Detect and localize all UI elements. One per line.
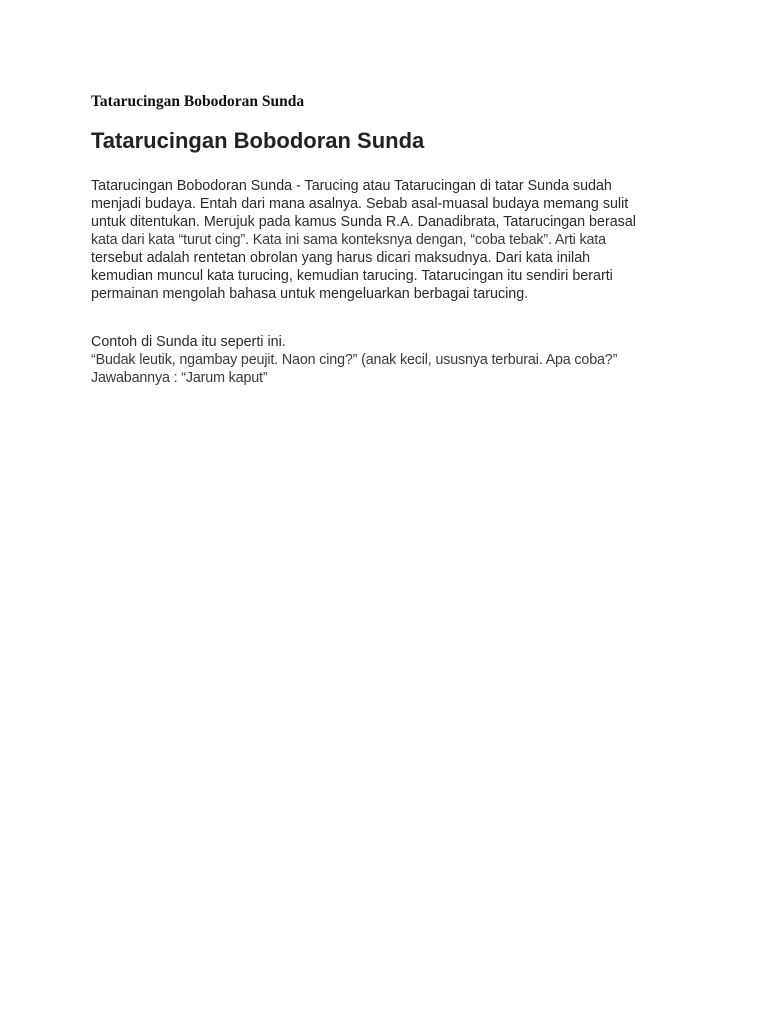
paragraph-line: untuk ditentukan. Merujuk pada kamus Sunda R.A. Danadibrata, Tatarucingan berasal	[91, 214, 636, 230]
answer-line: Jawabannya : “Jarum kaput”	[91, 370, 268, 386]
paragraph-line: Tatarucingan Bobodoran Sunda - Tarucing atau Tatarucingan di tatar Sunda sudah	[91, 178, 612, 194]
paragraph-line: kemudian muncul kata turucing, kemudian tarucing. Tatarucingan itu sendiri berarti	[91, 268, 613, 284]
document-title: Tatarucingan Bobodoran Sunda	[91, 93, 305, 110]
paragraph-line: menjadi budaya. Entah dari mana asalnya. Sebab asal-muasal budaya memang sulit	[91, 196, 629, 212]
example-paragraph	[91, 333, 617, 387]
riddle-line: “Budak leutik, ngambay peujit. Naon cing?” (anak kecil, ususnya terburai. Apa coba?”	[91, 352, 618, 368]
document-heading: Tatarucingan Bobodoran Sunda	[91, 128, 425, 153]
paragraph-line: kata dari kata “turut cing”. Kata ini sama konteksnya dengan, “coba tebak”. Arti kata	[91, 232, 606, 248]
paragraph-line: permainan mengolah bahasa untuk mengeluarkan berbagai tarucing.	[91, 286, 529, 302]
paragraph-line: tersebut adalah rentetan obrolan yang harus dicari maksudnya. Dari kata inilah	[91, 250, 591, 266]
example-intro-line: Contoh di Sunda itu seperti ini.	[91, 334, 286, 350]
intro-paragraph	[91, 177, 636, 303]
